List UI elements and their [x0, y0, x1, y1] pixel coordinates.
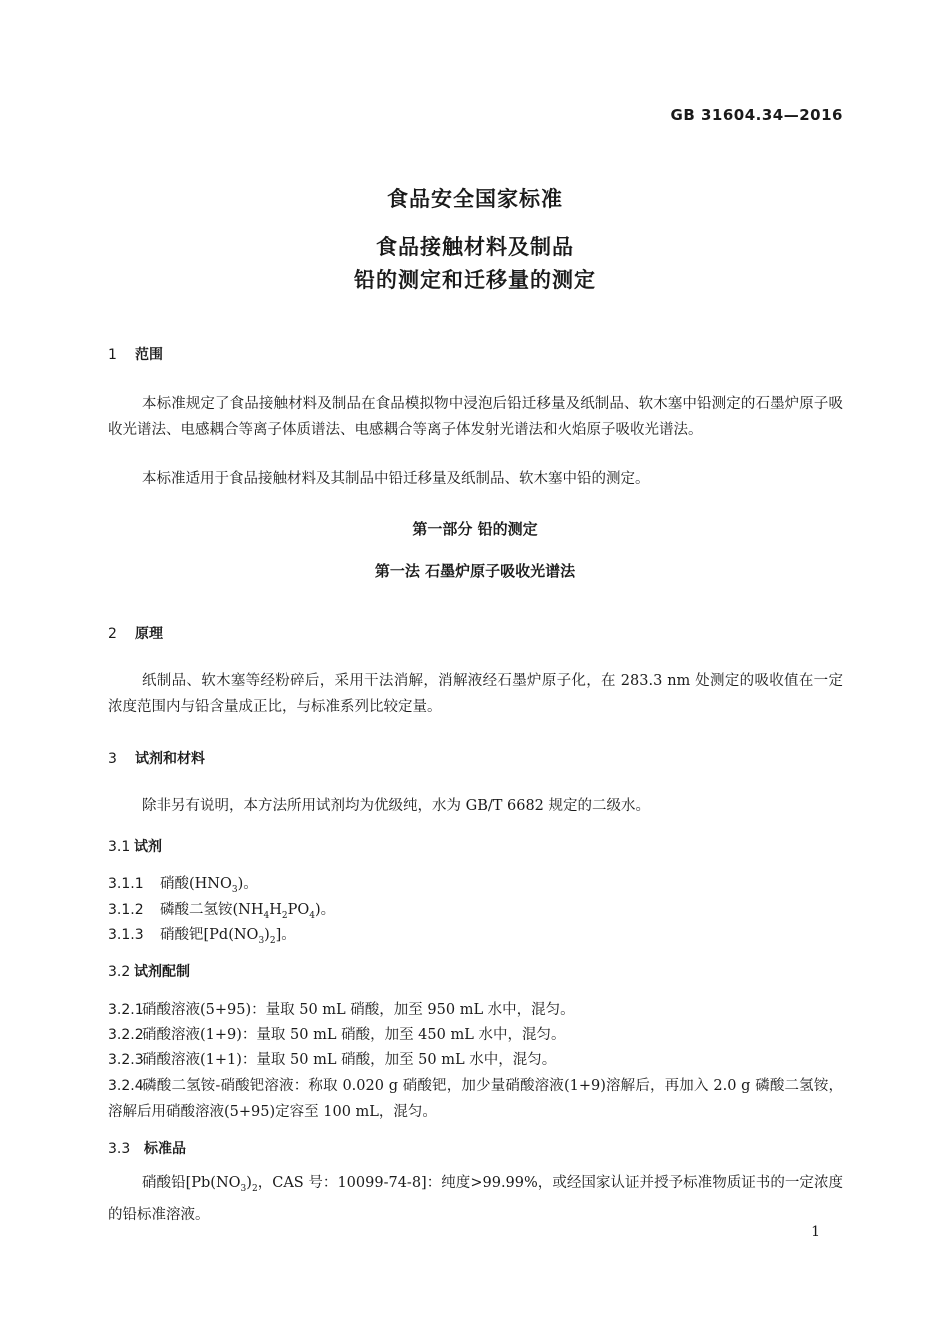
section-number: 3.2 — [108, 964, 131, 980]
section-3-3-heading — [108, 1138, 186, 1158]
para-text: ，CAS 号：10099-74-8]：纯度>99.99%，或经国家认证并授予标准物质证书的一定浓度的铅标准溶液。 — [108, 1175, 843, 1223]
item-text: 硝酸溶液(1+1)：量取 50 mL 硝酸，加至 50 mL 水中，混匀。 — [142, 1052, 557, 1068]
item-text: 硝酸钯[Pd(NO — [160, 927, 259, 943]
item-number: 3.1.3 — [108, 927, 144, 943]
doc-title-line3: 铅的测定和迁移量的测定 — [354, 268, 596, 292]
section-title: 范围 — [135, 347, 163, 363]
section-title: 试剂 — [134, 839, 162, 855]
item-text: PO — [287, 902, 310, 918]
section-3-paragraph: 除非另有说明，本方法所用试剂均为优级纯，水为 GB/T 6682 规定的二级水。 — [142, 798, 651, 814]
item-text: 磷酸二氢铵(NH — [160, 902, 264, 918]
list-item-3-2-4 — [108, 1073, 843, 1125]
item-number: 3.2.2 — [108, 1027, 144, 1043]
section-number: 1 — [108, 347, 117, 363]
item-text: )。 — [315, 902, 336, 918]
item-number: 3.2.3 — [108, 1052, 144, 1068]
item-text: 硝酸溶液(5+95)：量取 50 mL 硝酸，加至 950 mL 水中，混匀。 — [142, 1002, 575, 1018]
section-2-paragraph: 纸制品、软木塞等经粉碎后，采用干法消解，消解液经石墨炉原子化，在 283.3 nm 处测定的吸收值在一定浓度范围内与铅含量成正比，与标准系列比较定量。 — [108, 673, 843, 715]
subscript: 2 — [281, 910, 288, 921]
subscript: 3 — [240, 1183, 247, 1194]
list-item-3-1-1 — [108, 872, 258, 895]
item-number: 3.1.1 — [108, 876, 144, 892]
subscript: 3 — [231, 884, 238, 895]
list-item-3-2-2 — [108, 1023, 565, 1044]
section-3-1-heading — [108, 836, 162, 856]
subscript: 4 — [309, 910, 316, 921]
para-text: 硝酸铅[Pb(NO — [142, 1175, 241, 1191]
list-item-3-1-2 — [108, 898, 335, 921]
method-heading: 第一法 石墨炉原子吸收光谱法 — [374, 562, 576, 580]
item-text: ) — [264, 927, 270, 943]
section-3-2-heading — [108, 961, 190, 981]
section-number: 3.3 — [108, 1141, 131, 1157]
section-title: 试剂配制 — [134, 964, 190, 980]
section-title: 试剂和材料 — [135, 751, 205, 767]
subscript: 3 — [258, 935, 265, 946]
section-1-heading — [108, 344, 163, 364]
item-number: 3.2.4 — [108, 1078, 144, 1094]
doc-title-line1: 食品安全国家标准 — [387, 187, 563, 211]
item-number: 3.1.2 — [108, 902, 144, 918]
subscript: 4 — [263, 910, 270, 921]
section-title: 标准品 — [144, 1141, 186, 1157]
subscript: 2 — [251, 1183, 258, 1194]
section-1-paragraph-1: 本标准规定了食品接触材料及制品在食品模拟物中浸泡后铅迁移量及纸制品、软木塞中铅测定的石墨炉原子吸收光谱法、电感耦合等离子体质谱法、电感耦合等离子体发射光谱法和火焰原子吸收光谱法。 — [108, 396, 843, 438]
section-number: 3 — [108, 751, 117, 767]
section-3-3-paragraph — [108, 1170, 843, 1228]
section-title: 原理 — [135, 626, 163, 642]
section-2-heading — [108, 623, 163, 643]
item-text: ]。 — [275, 927, 296, 943]
part-heading: 第一部分 铅的测定 — [412, 520, 538, 538]
list-item-3-2-1 — [108, 998, 575, 1019]
item-text: 硝酸(HNO — [160, 876, 232, 892]
section-3-heading — [108, 748, 205, 768]
standard-code: GB 31604.34—2016 — [670, 106, 843, 124]
section-number: 3.1 — [108, 839, 131, 855]
item-text: 硝酸溶液(1+9)：量取 50 mL 硝酸，加至 450 mL 水中，混匀。 — [142, 1027, 566, 1043]
item-text: H — [269, 902, 282, 918]
section-number: 2 — [108, 626, 117, 642]
subscript: 2 — [269, 935, 276, 946]
doc-title-line2: 食品接触材料及制品 — [376, 235, 574, 259]
list-item-3-2-3 — [108, 1048, 556, 1069]
item-text: 磷酸二氢铵-硝酸钯溶液：称取 0.020 g 硝酸钯，加少量硝酸溶液(1+9)溶解后，再加入 2.0 g 磷酸二氢铵，溶解后用硝酸溶液(5+95)定容至 100 mL，混匀。 — [108, 1078, 843, 1120]
para-text: ) — [246, 1175, 252, 1191]
page-number: 1 — [811, 1224, 820, 1240]
list-item-3-1-3 — [108, 923, 296, 946]
item-number: 3.2.1 — [108, 1002, 144, 1018]
section-1-paragraph-2: 本标准适用于食品接触材料及其制品中铅迁移量及纸制品、软木塞中铅的测定。 — [142, 471, 650, 487]
item-text: )。 — [237, 876, 258, 892]
